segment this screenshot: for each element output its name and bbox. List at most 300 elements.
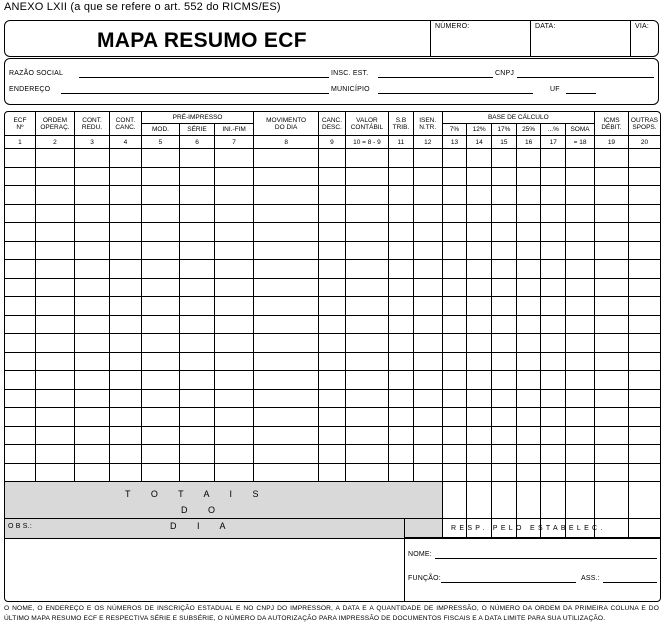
table-cell[interactable] (492, 167, 517, 186)
table-cell[interactable] (5, 260, 36, 279)
table-cell[interactable] (215, 371, 254, 390)
table-cell[interactable] (110, 241, 142, 260)
table-cell[interactable] (345, 297, 388, 316)
table-cell[interactable] (5, 352, 36, 371)
table-cell[interactable] (594, 241, 628, 260)
table-cell[interactable] (492, 371, 517, 390)
table-cell[interactable] (516, 297, 541, 316)
table-cell[interactable] (594, 315, 628, 334)
table-cell[interactable] (254, 167, 319, 186)
table-cell[interactable] (319, 186, 346, 205)
table-cell[interactable] (180, 241, 215, 260)
table-cell[interactable] (141, 445, 179, 464)
table-cell[interactable] (492, 315, 517, 334)
table-cell[interactable] (594, 167, 628, 186)
table-cell[interactable] (492, 445, 517, 464)
table-cell[interactable] (215, 260, 254, 279)
table-cell[interactable] (35, 204, 74, 223)
table-cell[interactable] (319, 352, 346, 371)
table-cell[interactable] (110, 204, 142, 223)
table-cell[interactable] (541, 260, 566, 279)
table-cell[interactable] (110, 352, 142, 371)
table-cell[interactable] (254, 260, 319, 279)
table-cell[interactable] (516, 186, 541, 205)
table-cell[interactable] (75, 186, 110, 205)
table-cell[interactable] (442, 278, 467, 297)
table-cell[interactable] (492, 278, 517, 297)
table-cell[interactable] (628, 426, 660, 445)
table-cell[interactable] (5, 371, 36, 390)
obs-field[interactable] (4, 519, 404, 602)
table-cell[interactable] (345, 389, 388, 408)
table-cell[interactable] (442, 297, 467, 316)
table-cell[interactable] (35, 408, 74, 427)
table-cell[interactable] (566, 352, 595, 371)
table-cell[interactable] (467, 297, 492, 316)
table-cell[interactable] (35, 167, 74, 186)
table-cell[interactable] (492, 426, 517, 445)
table-cell[interactable] (345, 278, 388, 297)
via-field[interactable] (630, 20, 659, 56)
table-cell[interactable] (110, 167, 142, 186)
table-cell[interactable] (5, 463, 36, 482)
table-cell[interactable] (319, 260, 346, 279)
table-cell[interactable] (389, 389, 414, 408)
table-cell[interactable] (141, 352, 179, 371)
table-cell[interactable] (254, 389, 319, 408)
table-cell[interactable] (254, 223, 319, 242)
table-cell[interactable] (541, 186, 566, 205)
uf-input[interactable] (566, 93, 596, 94)
table-cell[interactable] (516, 445, 541, 464)
table-cell[interactable] (345, 186, 388, 205)
table-cell[interactable] (413, 278, 442, 297)
table-cell[interactable] (5, 278, 36, 297)
table-cell[interactable] (628, 260, 660, 279)
table-cell[interactable] (516, 278, 541, 297)
table-cell[interactable] (141, 334, 179, 353)
table-cell[interactable] (215, 278, 254, 297)
table-cell[interactable] (541, 149, 566, 168)
table-cell[interactable] (215, 463, 254, 482)
table-cell[interactable] (35, 260, 74, 279)
table-cell[interactable] (35, 186, 74, 205)
table-cell[interactable] (75, 278, 110, 297)
table-cell[interactable] (35, 241, 74, 260)
table-cell[interactable] (254, 426, 319, 445)
table-cell[interactable] (5, 241, 36, 260)
table-cell[interactable] (389, 297, 414, 316)
table-cell[interactable] (594, 445, 628, 464)
table-cell[interactable] (110, 278, 142, 297)
table-cell[interactable] (442, 315, 467, 334)
table-cell[interactable] (35, 278, 74, 297)
table-cell[interactable] (389, 278, 414, 297)
table-cell[interactable] (628, 463, 660, 482)
table-cell[interactable] (492, 297, 517, 316)
table-cell[interactable] (141, 426, 179, 445)
table-cell[interactable] (413, 223, 442, 242)
table-cell[interactable] (5, 167, 36, 186)
table-cell[interactable] (541, 167, 566, 186)
table-cell[interactable] (5, 315, 36, 334)
table-cell[interactable] (389, 204, 414, 223)
table-cell[interactable] (110, 149, 142, 168)
ass-input[interactable] (603, 582, 657, 583)
table-cell[interactable] (492, 389, 517, 408)
table-cell[interactable] (319, 426, 346, 445)
table-cell[interactable] (215, 426, 254, 445)
table-cell[interactable] (541, 278, 566, 297)
table-cell[interactable] (319, 167, 346, 186)
table-cell[interactable] (442, 260, 467, 279)
table-cell[interactable] (467, 334, 492, 353)
table-cell[interactable] (110, 334, 142, 353)
table-cell[interactable] (345, 223, 388, 242)
table-cell[interactable] (254, 315, 319, 334)
table-cell[interactable] (141, 389, 179, 408)
table-cell[interactable] (541, 426, 566, 445)
table-cell[interactable] (180, 167, 215, 186)
table-cell[interactable] (180, 297, 215, 316)
table-cell[interactable] (215, 334, 254, 353)
table-cell[interactable] (566, 149, 595, 168)
table-cell[interactable] (442, 223, 467, 242)
table-cell[interactable] (254, 149, 319, 168)
table-cell[interactable] (594, 260, 628, 279)
table-cell[interactable] (492, 204, 517, 223)
table-cell[interactable] (110, 445, 142, 464)
table-cell[interactable] (110, 260, 142, 279)
table-cell[interactable] (389, 426, 414, 445)
table-cell[interactable] (413, 241, 442, 260)
table-cell[interactable] (110, 186, 142, 205)
table-cell[interactable] (254, 445, 319, 464)
table-cell[interactable] (110, 389, 142, 408)
table-cell[interactable] (254, 334, 319, 353)
table-cell[interactable] (541, 408, 566, 427)
table-cell[interactable] (215, 352, 254, 371)
table-cell[interactable] (467, 408, 492, 427)
table-cell[interactable] (345, 334, 388, 353)
table-cell[interactable] (319, 334, 346, 353)
table-cell[interactable] (516, 371, 541, 390)
table-cell[interactable] (141, 223, 179, 242)
table-cell[interactable] (389, 149, 414, 168)
table-cell[interactable] (319, 315, 346, 334)
table-cell[interactable] (628, 204, 660, 223)
table-cell[interactable] (319, 297, 346, 316)
table-cell[interactable] (35, 426, 74, 445)
table-cell[interactable] (541, 463, 566, 482)
table-cell[interactable] (628, 408, 660, 427)
table-cell[interactable] (110, 408, 142, 427)
table-cell[interactable] (389, 352, 414, 371)
table-cell[interactable] (492, 463, 517, 482)
table-cell[interactable] (516, 426, 541, 445)
table-cell[interactable] (110, 315, 142, 334)
table-cell[interactable] (141, 408, 179, 427)
table-cell[interactable] (389, 223, 414, 242)
table-cell[interactable] (467, 315, 492, 334)
table-cell[interactable] (389, 445, 414, 464)
table-cell[interactable] (389, 167, 414, 186)
table-cell[interactable] (516, 352, 541, 371)
table-cell[interactable] (389, 463, 414, 482)
table-cell[interactable] (345, 445, 388, 464)
table-cell[interactable] (467, 371, 492, 390)
table-cell[interactable] (516, 204, 541, 223)
table-cell[interactable] (413, 186, 442, 205)
table-cell[interactable] (467, 445, 492, 464)
table-cell[interactable] (389, 260, 414, 279)
table-cell[interactable] (75, 149, 110, 168)
table-cell[interactable] (389, 241, 414, 260)
table-cell[interactable] (566, 167, 595, 186)
table-cell[interactable] (628, 445, 660, 464)
table-cell[interactable] (566, 260, 595, 279)
table-cell[interactable] (492, 186, 517, 205)
table-cell[interactable] (467, 167, 492, 186)
table-cell[interactable] (516, 167, 541, 186)
table-cell[interactable] (35, 389, 74, 408)
table-cell[interactable] (141, 260, 179, 279)
table-cell[interactable] (319, 149, 346, 168)
table-cell[interactable] (541, 223, 566, 242)
table-cell[interactable] (566, 315, 595, 334)
table-cell[interactable] (413, 297, 442, 316)
table-cell[interactable] (594, 297, 628, 316)
table-cell[interactable] (5, 223, 36, 242)
table-cell[interactable] (389, 408, 414, 427)
table-cell[interactable] (319, 241, 346, 260)
table-cell[interactable] (541, 352, 566, 371)
table-cell[interactable] (141, 463, 179, 482)
table-cell[interactable] (442, 204, 467, 223)
table-cell[interactable] (180, 149, 215, 168)
table-cell[interactable] (215, 204, 254, 223)
table-cell[interactable] (345, 463, 388, 482)
table-cell[interactable] (516, 260, 541, 279)
table-cell[interactable] (541, 241, 566, 260)
table-cell[interactable] (516, 223, 541, 242)
table-cell[interactable] (628, 167, 660, 186)
table-cell[interactable] (180, 371, 215, 390)
table-cell[interactable] (215, 149, 254, 168)
table-cell[interactable] (413, 463, 442, 482)
table-cell[interactable] (180, 408, 215, 427)
table-cell[interactable] (254, 371, 319, 390)
table-cell[interactable] (442, 371, 467, 390)
table-cell[interactable] (35, 334, 74, 353)
table-cell[interactable] (254, 297, 319, 316)
table-cell[interactable] (141, 278, 179, 297)
table-cell[interactable] (180, 186, 215, 205)
table-cell[interactable] (345, 371, 388, 390)
table-cell[interactable] (628, 334, 660, 353)
table-cell[interactable] (566, 371, 595, 390)
table-cell[interactable] (345, 149, 388, 168)
table-cell[interactable] (345, 426, 388, 445)
table-cell[interactable] (35, 463, 74, 482)
table-cell[interactable] (566, 241, 595, 260)
table-cell[interactable] (141, 186, 179, 205)
table-cell[interactable] (594, 352, 628, 371)
table-cell[interactable] (345, 241, 388, 260)
table-cell[interactable] (180, 278, 215, 297)
table-cell[interactable] (345, 167, 388, 186)
table-cell[interactable] (442, 445, 467, 464)
nome-input[interactable] (435, 558, 657, 559)
table-cell[interactable] (215, 315, 254, 334)
table-cell[interactable] (215, 297, 254, 316)
table-cell[interactable] (5, 186, 36, 205)
table-cell[interactable] (628, 223, 660, 242)
table-cell[interactable] (110, 426, 142, 445)
table-cell[interactable] (413, 426, 442, 445)
table-cell[interactable] (110, 463, 142, 482)
table-cell[interactable] (254, 241, 319, 260)
table-cell[interactable] (566, 445, 595, 464)
table-cell[interactable] (254, 408, 319, 427)
table-cell[interactable] (566, 297, 595, 316)
table-cell[interactable] (467, 241, 492, 260)
table-cell[interactable] (215, 445, 254, 464)
table-cell[interactable] (628, 371, 660, 390)
table-cell[interactable] (75, 315, 110, 334)
table-cell[interactable] (319, 223, 346, 242)
table-cell[interactable] (492, 260, 517, 279)
table-cell[interactable] (492, 408, 517, 427)
table-cell[interactable] (442, 389, 467, 408)
table-cell[interactable] (75, 352, 110, 371)
table-cell[interactable] (442, 149, 467, 168)
table-cell[interactable] (566, 408, 595, 427)
table-cell[interactable] (345, 260, 388, 279)
table-cell[interactable] (566, 204, 595, 223)
table-cell[interactable] (594, 371, 628, 390)
table-cell[interactable] (180, 204, 215, 223)
table-cell[interactable] (628, 186, 660, 205)
table-cell[interactable] (467, 426, 492, 445)
table-cell[interactable] (442, 241, 467, 260)
table-cell[interactable] (566, 278, 595, 297)
municipio-input[interactable] (378, 93, 533, 94)
table-cell[interactable] (413, 371, 442, 390)
table-cell[interactable] (516, 463, 541, 482)
table-cell[interactable] (5, 408, 36, 427)
table-cell[interactable] (180, 260, 215, 279)
table-cell[interactable] (35, 445, 74, 464)
table-cell[interactable] (75, 463, 110, 482)
table-cell[interactable] (594, 204, 628, 223)
table-cell[interactable] (516, 334, 541, 353)
table-cell[interactable] (215, 408, 254, 427)
table-cell[interactable] (141, 297, 179, 316)
table-cell[interactable] (566, 463, 595, 482)
table-cell[interactable] (594, 426, 628, 445)
table-cell[interactable] (141, 167, 179, 186)
table-cell[interactable] (35, 315, 74, 334)
table-cell[interactable] (389, 371, 414, 390)
table-cell[interactable] (75, 260, 110, 279)
table-cell[interactable] (75, 334, 110, 353)
table-cell[interactable] (141, 204, 179, 223)
table-cell[interactable] (541, 389, 566, 408)
table-cell[interactable] (180, 315, 215, 334)
table-cell[interactable] (5, 334, 36, 353)
table-cell[interactable] (516, 315, 541, 334)
table-cell[interactable] (413, 149, 442, 168)
table-cell[interactable] (516, 241, 541, 260)
table-cell[interactable] (345, 352, 388, 371)
table-cell[interactable] (442, 408, 467, 427)
table-cell[interactable] (75, 167, 110, 186)
table-cell[interactable] (467, 204, 492, 223)
table-cell[interactable] (5, 445, 36, 464)
table-cell[interactable] (180, 352, 215, 371)
table-cell[interactable] (5, 149, 36, 168)
table-cell[interactable] (180, 445, 215, 464)
table-cell[interactable] (215, 186, 254, 205)
table-cell[interactable] (141, 149, 179, 168)
table-cell[interactable] (389, 334, 414, 353)
table-cell[interactable] (35, 149, 74, 168)
table-cell[interactable] (628, 278, 660, 297)
table-cell[interactable] (75, 241, 110, 260)
data-field[interactable] (530, 20, 630, 56)
table-cell[interactable] (5, 426, 36, 445)
table-cell[interactable] (628, 352, 660, 371)
table-cell[interactable] (442, 463, 467, 482)
table-cell[interactable] (492, 334, 517, 353)
table-cell[interactable] (413, 334, 442, 353)
table-cell[interactable] (442, 426, 467, 445)
funcao-input[interactable] (441, 582, 576, 583)
table-cell[interactable] (442, 352, 467, 371)
table-cell[interactable] (467, 186, 492, 205)
table-cell[interactable] (5, 204, 36, 223)
table-cell[interactable] (110, 223, 142, 242)
table-cell[interactable] (75, 371, 110, 390)
table-cell[interactable] (628, 149, 660, 168)
table-cell[interactable] (35, 371, 74, 390)
table-cell[interactable] (442, 334, 467, 353)
table-cell[interactable] (180, 223, 215, 242)
table-cell[interactable] (541, 204, 566, 223)
table-cell[interactable] (467, 278, 492, 297)
endereco-input[interactable] (61, 93, 329, 94)
table-cell[interactable] (541, 371, 566, 390)
table-cell[interactable] (141, 241, 179, 260)
table-cell[interactable] (628, 315, 660, 334)
insc-est-input[interactable] (378, 77, 493, 78)
table-cell[interactable] (345, 408, 388, 427)
table-cell[interactable] (389, 186, 414, 205)
table-cell[interactable] (319, 278, 346, 297)
numero-field[interactable] (430, 20, 530, 56)
table-cell[interactable] (75, 297, 110, 316)
table-cell[interactable] (180, 463, 215, 482)
table-cell[interactable] (541, 297, 566, 316)
table-cell[interactable] (467, 463, 492, 482)
table-cell[interactable] (75, 408, 110, 427)
table-cell[interactable] (413, 204, 442, 223)
table-cell[interactable] (319, 204, 346, 223)
table-cell[interactable] (413, 352, 442, 371)
table-cell[interactable] (566, 389, 595, 408)
table-cell[interactable] (594, 408, 628, 427)
